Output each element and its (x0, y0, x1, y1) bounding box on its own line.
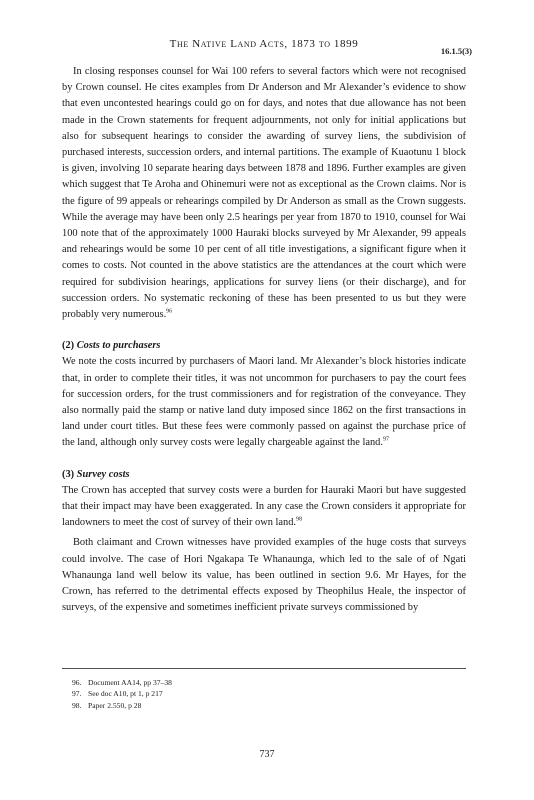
section-number: 16.1.5(3) (440, 46, 472, 56)
footnote: 98. Paper 2.550, p 28 (72, 700, 142, 710)
footnote-ref: 98 (296, 516, 303, 523)
footnote-ref: 97 (382, 437, 389, 443)
running-head: The Native Land Acts, 1873 to 1899 (169, 38, 359, 50)
paragraph: The Crown has accepted that survey costs were a burden for Hauraki Maori but have suggested that their impact may have been exaggerated. In any case the Crown considers it appropriate for landowners to meet the cost of survey of their own land.$^{98}$ (62, 484, 466, 529)
footnote-ref: 96 (166, 308, 173, 315)
footnote: 97. See doc A10, pt 1, p 217 (72, 689, 163, 699)
section-heading: (3) Survey costs (62, 468, 130, 480)
paragraph: We note the costs incurred by purchasers of Maori land. Mr Alexander’s block histories indicate that, in order to complete their titles, it was not uncommon for purchasers to pay the court fees for succession orders, for the trust commissioners and for registration of the conveyance. They also normally paid the stamp or native land duty imposed since 1862 on the first transactions in land under court titles. But these fees were commonly passed on against the purchase price of the land, although only survey costs were legally chargeable against the land.$^{97}$ (62, 356, 466, 449)
footnote-divider (62, 668, 466, 669)
body-text (62, 64, 466, 617)
footnotes (62, 677, 466, 711)
footnote: 96. Document AA14, pp 37–38 (72, 678, 172, 687)
paragraph: Both claimant and Crown witnesses have provided examples of the huge costs that surveys could involve. The case of Hori Ngakapa Te Whanaunga, which led to the sale of of Ngati Whanaunga land well below its value, has been outlined in section 9.6. Mr Hayes, for the Crown, has referred to the detrimental effects exposed by Theophilus Heale, the inspector of surveys, of the expensive and sometimes inefficient private surveys commissioned by (62, 537, 466, 614)
section-heading: (2) Costs to purchasers (62, 340, 161, 352)
paragraph: In closing responses counsel for Wai 100 refers to several factors which were not recognised by Crown counsel. He cites examples from Dr Anderson and Mr Alexander’s evidence to show that even uncontested hearings could go on for days, and notes that due allowance has not been made in the Crown statements for frequent adjournments, not only for initial applications but also for subsequent hearings to consider the awarding of survey liens, the subdivision of purchased interests, succession orders, and internal partitions. The example of Kuaotunu 1 block is given, involving 10 separate hearing days between 1878 and 1896. Further examples are given which suggest that Te Aroha and Ohinemuri were not as exceptional as the Crown claims. Nor is the figure of 99 appeals or rehearings compiled by Dr Anderson as small as the Crown suggests. While the average may have been only 2.5 hearings per year from 1870 to 1910, counsel for Wai 100 note that of the approximately 1000 Hauraki blocks surveyed by Mr Alexander, 99 appeals and rehearings would be some 10 per cent of all title investigations, a significant figure when it comes to costs. Not counted in the above statistics are the attendances at the court which were required for subdivision hearings, applications for survey liens (or their discharge), and for succession orders. No systematic reckoning of these has been presented to us but they were probably very numerous.$^{96}$ (62, 66, 466, 321)
page-number: 737 (259, 749, 275, 760)
